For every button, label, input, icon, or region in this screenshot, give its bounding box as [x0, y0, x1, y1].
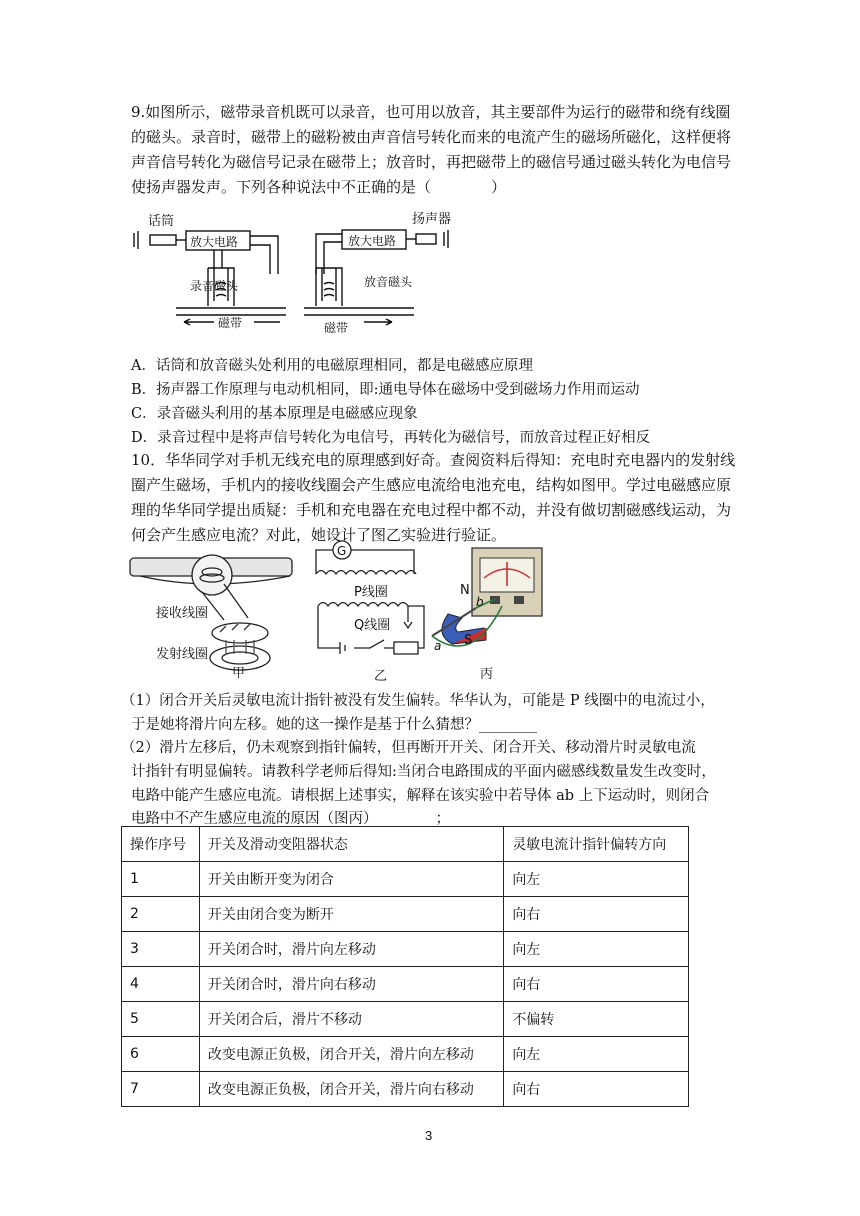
table-row: [122, 1037, 689, 1072]
q10-sub1-line-2: 于是她将滑片向左移。她的这一操作是基于什么猜想？________: [131, 717, 537, 733]
table-header-row: [122, 827, 689, 862]
table-cell: 开关由闭合变为断开: [199, 897, 503, 932]
amp-right-label: 放大电路: [348, 234, 397, 248]
table-row: [122, 1072, 689, 1107]
page-number: 3: [425, 1128, 433, 1143]
table-row: [122, 862, 689, 897]
table-cell: 4: [122, 967, 200, 1002]
table-cell: 2: [122, 897, 200, 932]
figure-jia-caption: 甲: [232, 666, 246, 680]
q10-line-4: 何会产生感应电流？对此，她设计了图乙实验进行验证。: [131, 526, 507, 544]
table-cell: 向右: [504, 1072, 689, 1107]
q9-option-c: C．录音磁头利用的基本原理是电磁感应现象: [131, 406, 418, 422]
table-cell: 6: [122, 1037, 200, 1072]
table-cell: 向左: [504, 1037, 689, 1072]
south-pole-label: S: [464, 633, 473, 648]
q10-sub1-line-1: （1）闭合开关后灵敏电流计指针被没有发生偏转。华华认为，可能是 P 线圈中的电流过小，: [121, 693, 715, 709]
table-cell: 改变电源正负极，闭合开关，滑片向左移动: [199, 1037, 503, 1072]
q10-sub2-line-3: 电路中能产生感应电流。请根据上述事实，解释在该实验中若导体 ab 上下运动时，则闭合: [131, 788, 710, 804]
table-cell: 开关闭合后，滑片不移动: [199, 1002, 503, 1037]
table-header-cell: 开关及滑动变阻器状态: [199, 827, 503, 862]
q9-line-4: 使扬声器发声。下列各种说法中不正确的是（ ）: [131, 178, 507, 196]
tape-recorder-figure: [128, 206, 458, 336]
experiment-table: [121, 826, 689, 1107]
table-cell: 3: [122, 932, 200, 967]
table-cell: 开关由断开变为闭合: [199, 862, 503, 897]
play-head-label: 放音磁头: [364, 275, 413, 289]
record-head-label: 录音磁头: [190, 279, 239, 293]
q10-line-3: 理的华华同学提出质疑：手机和充电器在充电过程中都不动，并没有做切割磁感线运动，为: [131, 501, 732, 519]
table-header-cell: 操作序号: [122, 827, 200, 862]
point-a-label: a: [434, 639, 442, 653]
q9-option-a: A．话筒和放音磁头处利用的电磁原理相同，都是电磁感应原理: [131, 358, 533, 374]
figure-bing: [428, 544, 552, 682]
tape-right-label: 磁带: [324, 321, 349, 335]
table-cell: 向左: [504, 932, 689, 967]
q9-option-d: D．录音过程中是将声信号转化为电信号，再转化为磁信号，而放音过程正好相反: [131, 430, 651, 446]
table-cell: 开关闭合时，滑片向右移动: [199, 967, 503, 1002]
table-cell: 向左: [504, 862, 689, 897]
table-header-cell: 灵敏电流计指针偏转方向: [504, 827, 689, 862]
receive-coil-label: 接收线圈: [156, 606, 209, 621]
table-cell: 5: [122, 1002, 200, 1037]
table-cell: 改变电源正负极，闭合开关，滑片向右移动: [199, 1072, 503, 1107]
table-cell: 开关闭合时，滑片向左移动: [199, 932, 503, 967]
q9-line-3: 声音信号转化为磁信号记录在磁带上；放音时，再把磁带上的磁信号通过磁头转化为电信号: [131, 153, 732, 171]
q10-line-1: 10．华华同学对手机无线充电的原理感到好奇。查阅资料后得知：充电时充电器内的发射线: [131, 451, 736, 469]
q9-line-2: 的磁头。录音时，磁带上的磁粉被由声音信号转化而来的电流产生的磁场所磁化，这样便将: [131, 128, 732, 146]
table-row: [122, 897, 689, 932]
table-cell: 向右: [504, 897, 689, 932]
q10-sub2-line-4: 电路中不产生感应电流的原因（图丙）________；: [131, 811, 450, 827]
figure-bing-caption: 丙: [480, 667, 494, 682]
transmit-coil-label: 发射线圈: [156, 647, 209, 662]
p-coil-label: P线圈: [354, 585, 388, 600]
point-b-label: b: [476, 595, 484, 609]
table-cell: 1: [122, 862, 200, 897]
table-row: [122, 1002, 689, 1037]
speaker-label: 扬声器: [412, 212, 452, 227]
figure-jia: [128, 548, 300, 680]
q10-sub2-line-1: （2）滑片左移后，仍未观察到指针偏转，但再断开开关、闭合开关、移动滑片时灵敏电流: [121, 740, 696, 756]
amp-left-label: 放大电路: [190, 235, 239, 249]
table-row: [122, 967, 689, 1002]
q10-line-2: 圈产生磁场，手机内的接收线圈会产生感应电流给电池充电，结构如图甲。学过电磁感应原: [131, 476, 732, 494]
q-coil-label: Q线圈: [354, 618, 391, 633]
q9-option-b: B．扬声器工作原理与电动机相同，即:通电导体在磁场中受到磁场力作用而运动: [131, 382, 640, 398]
q10-sub2-line-2: 计指针有明显偏转。请教科学老师后得知:当闭合电路围成的平面内磁感线数量发生改变时，: [131, 764, 716, 780]
figure-yi-caption: 乙: [374, 669, 388, 684]
table-cell: 7: [122, 1072, 200, 1107]
mic-label: 话筒: [148, 214, 175, 229]
tape-left-label: 磁带: [218, 316, 243, 330]
q9-line-1: 9.如图所示，磁带录音机既可以录音，也可用以放音，其主要部件为运行的磁带和绕有线圈: [131, 103, 731, 121]
table-cell: 向右: [504, 967, 689, 1002]
table-row: [122, 932, 689, 967]
north-pole-label: N: [460, 583, 470, 598]
galvanometer-label: G: [337, 544, 347, 558]
figure-yi: [310, 538, 430, 684]
table-cell: 不偏转: [504, 1002, 689, 1037]
